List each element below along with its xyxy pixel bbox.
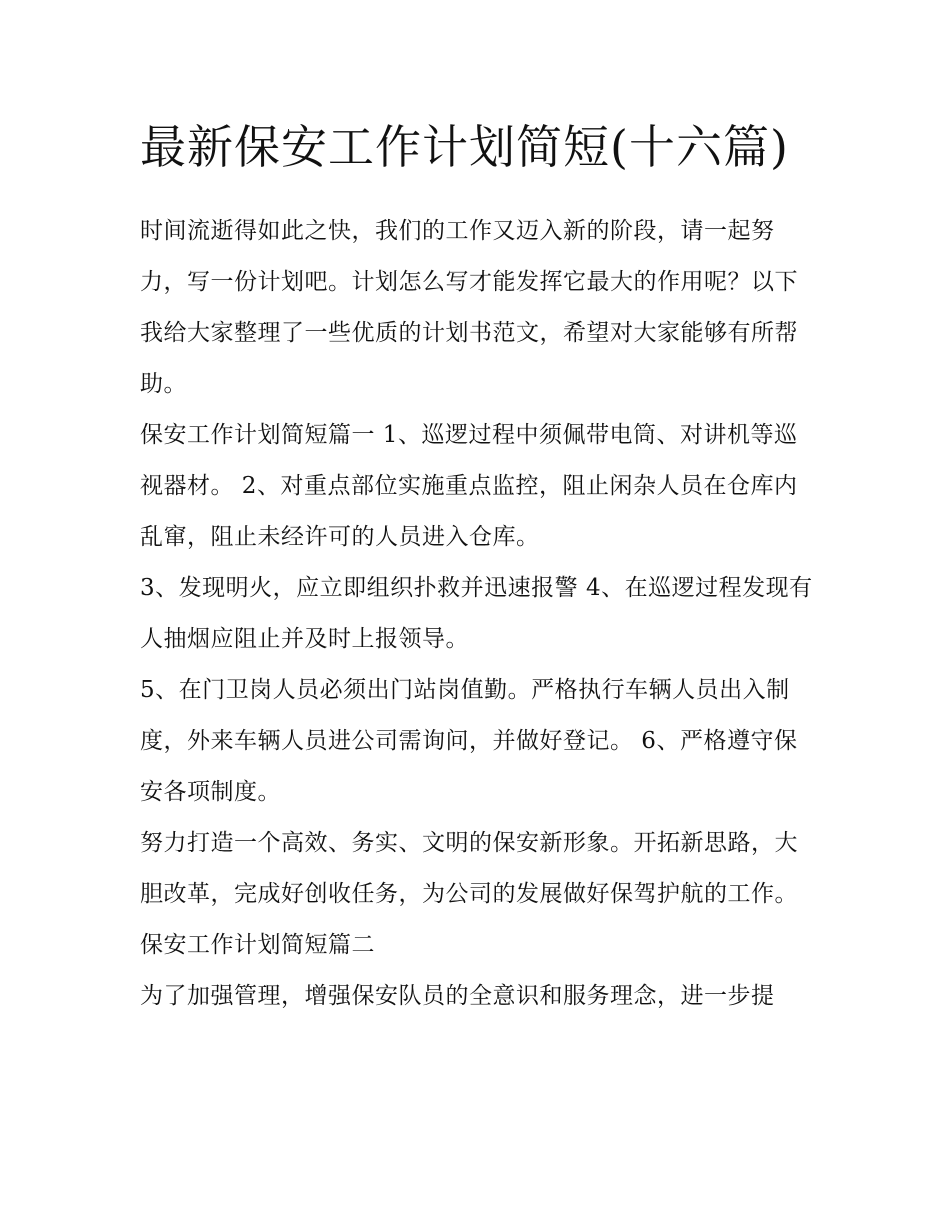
paragraph-goal: 努力打造一个高效、务实、文明的保安新形象。开拓新思路，大胆改革，完成好创收任务，为公司的发展做好保驾护航的工作。 保安工作计划简短篇二 <box>140 830 798 958</box>
paragraph-plan-one-items-1-2: 保安工作计划简短篇一 1、巡逻过程中须佩带电筒、对讲机等巡视器材。 2、对重点部位实施重点监控，阻止闲杂人员在仓库内乱窜，阻止未经许可的人员进入仓库。 <box>140 422 798 550</box>
paragraph-intro: 时间流逝得如此之快，我们的工作又迈入新的阶段，请一起努力，写一份计划吧。计划怎么写才能发挥它最大的作用呢？以下我给大家整理了一些优质的计划书范文，希望对大家能够有所帮助。 <box>140 218 798 397</box>
document-title: 最新保安工作计划简短(十六篇) <box>140 120 789 174</box>
document-body <box>140 112 820 1022</box>
paragraph-items-5-6: 5、在门卫岗人员必须出门站岗值勤。严格执行车辆人员出入制度，外来车辆人员进公司需询问，并做好登记。 6、严格遵守保安各项制度。 <box>140 677 798 805</box>
paragraph-plan-two-start: 为了加强管理，增强保安队员的全意识和服务理念，进一步提 <box>140 983 775 1009</box>
paragraph-items-3-4: 3、发现明火，应立即组织扑救并迅速报警 4、在巡逻过程发现有人抽烟应阻止并及时上报领导。 <box>140 575 813 652</box>
